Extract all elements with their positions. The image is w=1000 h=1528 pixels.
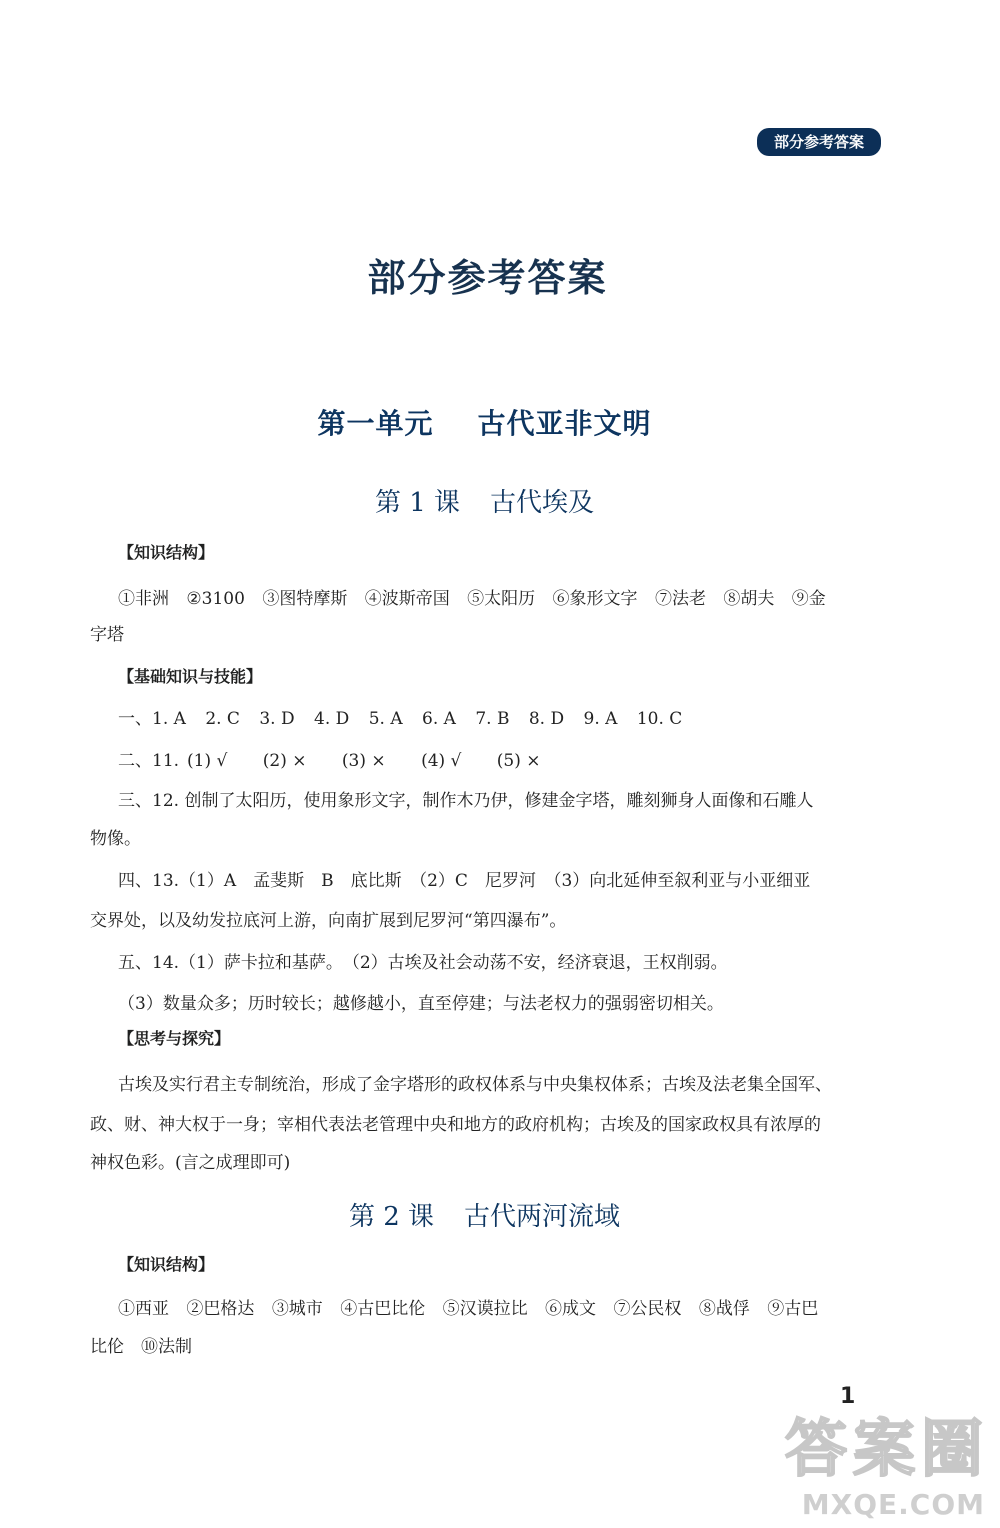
knowledge-item: ⑤太阳历 [467,589,536,609]
page-title: 部分参考答案 [367,255,608,300]
unit-name: 古代亚非文明 [477,407,652,440]
answer: 4. D [314,709,350,729]
answer: (5) × [496,751,541,771]
lesson-1-knowledge-items [118,584,826,609]
knowledge-item: ②巴格达 [186,1299,255,1319]
header-section-tab: 部分参考答案 [757,128,881,156]
question-13-line-1: 四、13.（1）A 孟斐斯 B 底比斯 （2）C 尼罗河 （3）向北延伸至叙利亚与小亚细亚 [118,871,811,891]
lesson-2-title: 古代两河流域 [464,1202,621,1232]
lesson-1-number: 第 1 课 [374,488,461,518]
answer: 8. D [528,709,565,729]
answer: (4) √ [421,751,462,771]
question-14-line-2: （3）数量众多；历时较长；越修越小，直至停建；与法老权力的强弱密切相关。 [118,994,724,1014]
question-14-line-1: 五、14.（1）萨卡拉和基萨。 （2）古埃及社会动荡不安，经济衰退，王权削弱。 [118,953,728,973]
lesson-1-basic-heading: 【基础知识与技能】 [118,667,263,686]
watermark [757,1412,989,1520]
think-line-2: 政、财、神大权于一身；宰相代表法老管理中央和地方的政府机构；古埃及的国家政权具有浓厚的 [90,1115,821,1135]
true-false-answers [118,746,541,771]
answer: (1) √ [187,751,228,771]
knowledge-item: ⑦法老 [654,589,706,609]
knowledge-item: ③城市 [271,1299,323,1319]
answer: 10. C [636,709,683,729]
question-12-line-2: 物像。 [90,829,141,849]
answer: (3) × [341,751,386,771]
lesson-1-knowledge-heading: 【知识结构】 [118,543,215,562]
lesson-1-think-heading: 【思考与探究】 [118,1029,231,1048]
section-label: 一、 [118,709,152,729]
knowledge-item: ⑧胡夫 [723,589,775,609]
answer: 7. B [475,709,510,729]
watermark-url: MXQE.COM [801,1488,985,1521]
answer: 6. A [422,709,456,729]
knowledge-item: ⑦公民权 [613,1299,682,1319]
lesson-1-title: 古代埃及 [490,488,595,518]
knowledge-item: ②3100 [186,589,245,609]
knowledge-item: ⑨古巴 [767,1299,819,1319]
answer: 1. A [152,709,186,729]
knowledge-item: ⑥象形文字 [552,589,638,609]
lesson-2-heading [0,1196,969,1233]
lesson-2-knowledge-items [118,1294,818,1319]
answer: 9. A [583,709,618,729]
choice-answers [118,704,682,729]
knowledge-item: ⑧战俘 [698,1299,750,1319]
page-number: 1 [840,1384,856,1409]
lesson-2-knowledge-heading: 【知识结构】 [118,1255,215,1274]
unit-title [0,402,969,442]
knowledge-item: ⑥成文 [545,1299,597,1319]
lesson-1-knowledge-tail: 字塔 [90,625,124,645]
think-line-1: 古埃及实行君主专制统治，形成了金字塔形的政权体系与中央集权体系；古埃及法老集全国军、 [118,1075,832,1095]
think-line-3: 神权色彩。(言之成理即可) [90,1153,291,1173]
knowledge-item: ⑨金 [791,589,826,609]
lesson-2-knowledge-tail: 比伦 ⑩法制 [90,1337,192,1357]
section-label: 二、11. [118,751,180,771]
knowledge-item: ③图特摩斯 [262,589,348,609]
answer: 3. D [259,709,295,729]
watermark-logo: 答案圈 [784,1412,989,1485]
question-12-line-1: 三、12. 创制了太阳历，使用象形文字，制作木乃伊，修建金字塔，雕刻狮身人面像和石雕人 [118,791,814,811]
knowledge-item: ①西亚 [118,1299,169,1319]
answer: (2) × [262,751,307,771]
question-13-line-2: 交界处，以及幼发拉底河上游，向南扩展到尼罗河“第四瀑布”。 [90,911,567,931]
answer: 5. A [368,709,403,729]
knowledge-item: ④古巴比伦 [340,1299,426,1319]
knowledge-item: ①非洲 [118,589,169,609]
lesson-2-number: 第 2 课 [348,1202,435,1232]
lesson-1-heading [0,482,969,519]
answer: 2. C [205,709,240,729]
unit-number: 第一单元 [317,407,434,440]
knowledge-item: ④波斯帝国 [364,589,450,609]
knowledge-item: ⑤汉谟拉比 [442,1299,528,1319]
